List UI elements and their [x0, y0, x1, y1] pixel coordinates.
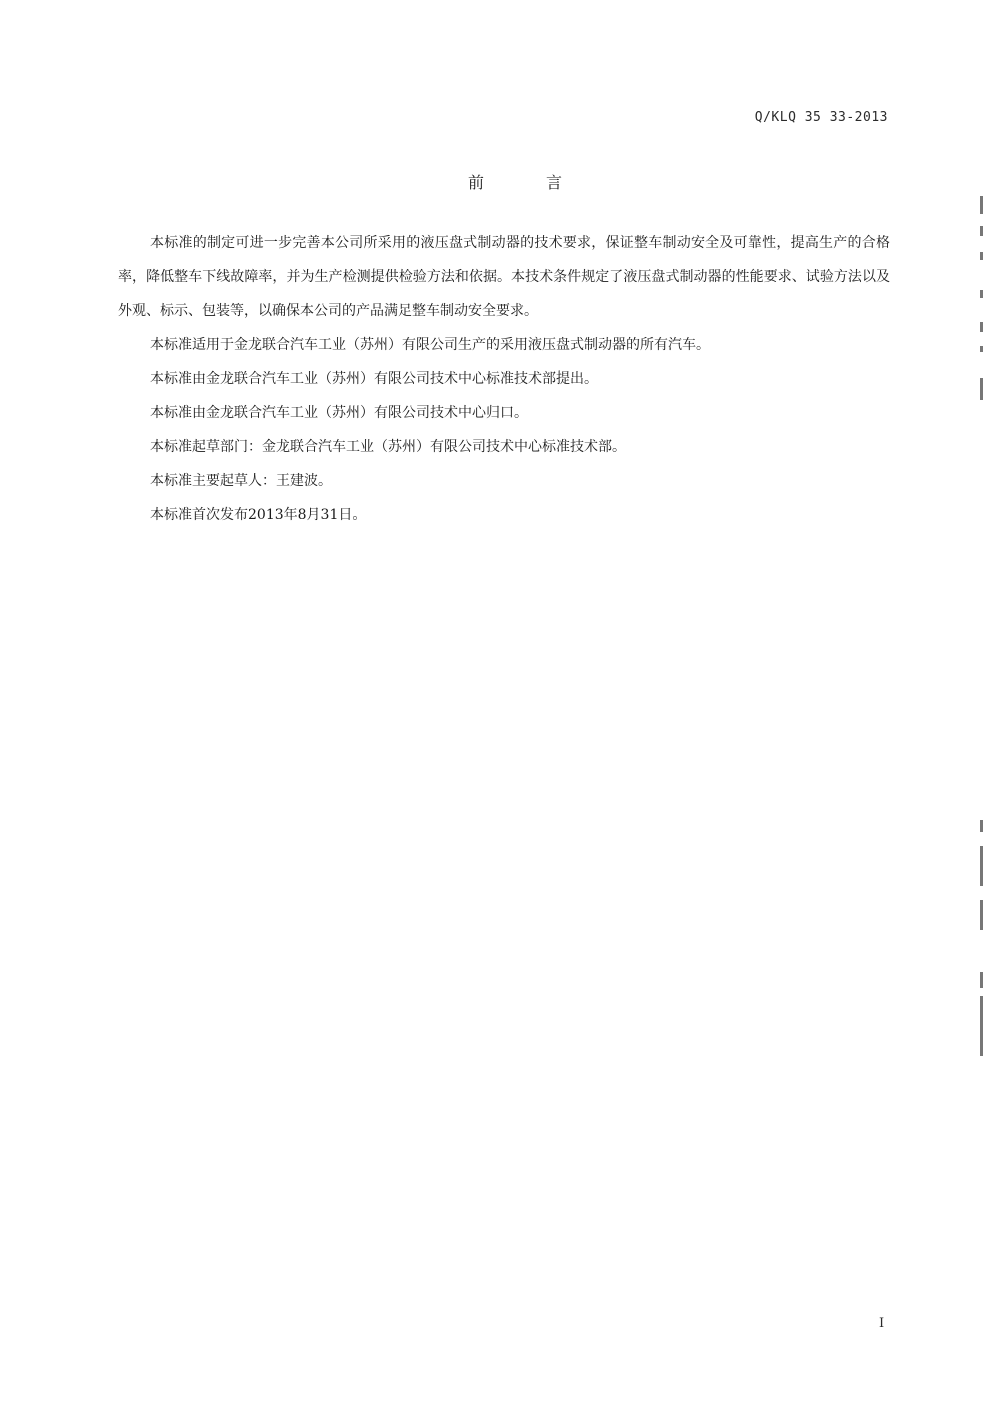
foreword-body [118, 226, 890, 532]
document-number: Q/KLQ 35 33-2013 [754, 110, 888, 125]
page-title-char-1: 前 [467, 173, 484, 192]
paragraph-first-release: 本标准首次发布2013年8月31日。 [150, 507, 367, 523]
paragraph-purpose: 本标准的制定可进一步完善本公司所采用的液压盘式制动器的技术要求，保证整车制动安全及可靠性，提高生产的合格率，降低整车下线故障率，并为生产检测提供检验方法和依据。本技术条件规定了液压盘式制动器的性能要求、试验方法以及外观、标示、包装等，以确保本公司的产品满足整车制动安全要求。 [118, 235, 890, 319]
paragraph-main-drafter: 本标准主要起草人：王建波。 [150, 473, 332, 489]
page-title-char-2: 言 [546, 173, 563, 192]
page-title [0, 170, 992, 193]
paragraph-drafting-department: 本标准起草部门：金龙联合汽车工业（苏州）有限公司技术中心标准技术部。 [150, 439, 626, 455]
paragraph-centralized-by: 本标准由金龙联合汽车工业（苏州）有限公司技术中心归口。 [150, 405, 528, 421]
page-number: I [879, 1316, 885, 1331]
paragraph-scope: 本标准适用于金龙联合汽车工业（苏州）有限公司生产的采用液压盘式制动器的所有汽车。 [150, 337, 710, 353]
paragraph-proposed-by: 本标准由金龙联合汽车工业（苏州）有限公司技术中心标准技术部提出。 [150, 371, 598, 387]
binding-edge-marks [980, 0, 986, 1403]
